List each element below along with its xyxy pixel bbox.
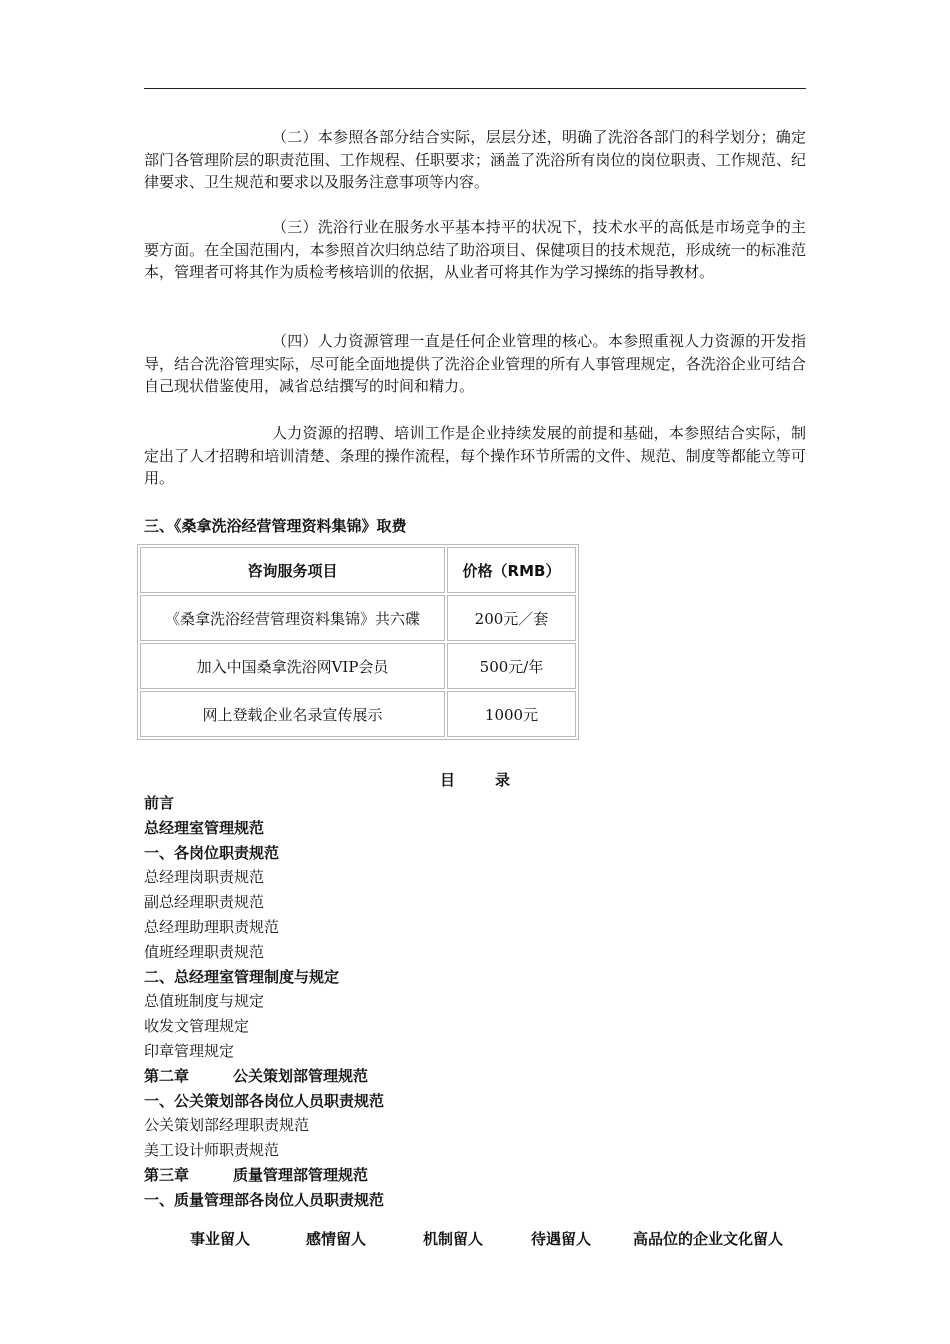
toc-item xyxy=(144,1113,384,1138)
toc-item-text: 一、质量管理部各岗位人员职责规范 xyxy=(144,1190,385,1209)
toc-item xyxy=(144,940,384,965)
toc-item-text: 一、公关策划部各岗位人员职责规范 xyxy=(144,1091,385,1110)
service-item: 网上登载企业名录宣传展示 xyxy=(140,691,445,737)
paragraph-4: （四）人力资源管理一直是任何企业管理的核心。本参照重视人力资源的开发指导，结合洗浴管理实际，尽可能全面地提供了洗浴企业管理的所有人事管理规定，各洗浴企业可结合自己现状借鉴使用，减省总结撰写的时间和精力。 xyxy=(144,332,806,395)
toc-item xyxy=(144,791,384,816)
toc-item xyxy=(144,989,384,1014)
toc-item-text: 一、各岗位职责规范 xyxy=(144,843,280,862)
toc-item-text: 总经理室管理规范 xyxy=(144,818,265,837)
header-service-item: 咨询服务项目 xyxy=(140,547,445,593)
toc-item-text: 二、总经理室管理制度与规定 xyxy=(144,967,340,986)
toc-item-text: 值班经理职责规范 xyxy=(144,942,265,961)
footer-slogans xyxy=(0,1228,950,1252)
table-row xyxy=(140,595,576,641)
toc-item xyxy=(144,1014,384,1039)
fee-table xyxy=(137,544,579,740)
toc-item-text: 总经理助理职责规范 xyxy=(144,917,280,936)
toc-item xyxy=(144,865,384,890)
toc-item xyxy=(144,915,384,940)
service-item: 加入中国桑拿洗浴网VIP会员 xyxy=(140,643,445,689)
toc-title-char: 录 xyxy=(495,771,511,789)
footer-slogan: 感情留人 xyxy=(306,1230,367,1248)
fee-table-header xyxy=(140,547,576,593)
service-price: 1000元 xyxy=(447,691,576,737)
toc-item-text: 公关策划部管理规范 xyxy=(233,1066,369,1085)
toc-item-text: 印章管理规定 xyxy=(144,1041,235,1060)
footer-slogan: 高品位的企业文化留人 xyxy=(633,1230,784,1248)
toc-title-char: 目 xyxy=(440,771,456,789)
toc-item-text: 收发文管理规定 xyxy=(144,1017,250,1036)
toc-item-text: 副总经理职责规范 xyxy=(144,893,265,912)
service-price: 200元／套 xyxy=(447,595,576,641)
header-price: 价格（RMB） xyxy=(447,547,576,593)
toc-item xyxy=(144,1089,384,1114)
toc-item xyxy=(144,841,384,866)
toc-chapter-number: 第三章 xyxy=(144,1165,190,1184)
toc-item xyxy=(144,1188,384,1213)
toc-item xyxy=(144,890,384,915)
toc-chapter-number: 第二章 xyxy=(144,1066,190,1085)
toc-item xyxy=(144,1138,384,1163)
table-row xyxy=(140,691,576,737)
fee-heading: 三、《桑拿洗浴经营管理资料集锦》取费 xyxy=(144,517,407,535)
toc-item xyxy=(144,1163,384,1188)
footer-slogan: 机制留人 xyxy=(423,1230,484,1248)
toc-item-text: 公关策划部经理职责规范 xyxy=(144,1116,310,1135)
toc-item xyxy=(144,965,384,990)
toc-item-text: 质量管理部管理规范 xyxy=(233,1165,369,1184)
table-of-contents xyxy=(144,791,384,1213)
toc-item xyxy=(144,1039,384,1064)
paragraph-hr: 人力资源的招聘、培训工作是企业持续发展的前提和基础，本参照结合实际，制定出了人才招聘和培训清楚、条理的操作流程，每个操作环节所需的文件、规范、制度等都能立等可用。 xyxy=(144,424,806,487)
paragraph-2: （二）本参照各部分结合实际，层层分述，明确了洗浴各部门的科学划分；确定部门各管理阶层的职责范围、工作规程、任职要求；涵盖了洗浴所有岗位的岗位职责、工作规范、纪律要求、卫生规范和要求以及服务注意事项等内容。 xyxy=(144,128,806,191)
footer-slogan: 事业留人 xyxy=(190,1230,251,1248)
toc-title xyxy=(440,769,550,790)
toc-item-text: 总值班制度与规定 xyxy=(144,992,265,1011)
toc-item-text: 美工设计师职责规范 xyxy=(144,1141,280,1160)
table-row xyxy=(140,643,576,689)
toc-item xyxy=(144,1064,384,1089)
service-price: 500元/年 xyxy=(447,643,576,689)
paragraph-3: （三）洗浴行业在服务水平基本持平的状况下，技术水平的高低是市场竞争的主要方面。在全国范围内，本参照首次归纳总结了助浴项目、保健项目的技术规范，形成统一的标准范本，管理者可将其作为质检考核培训的依据，从业者可将其作为学习操练的指导教材。 xyxy=(144,218,806,281)
footer-slogan: 待遇留人 xyxy=(531,1230,592,1248)
toc-item xyxy=(144,816,384,841)
service-item: 《桑拿洗浴经营管理资料集锦》共六碟 xyxy=(140,595,445,641)
toc-item-text: 前言 xyxy=(144,794,175,812)
toc-item-text: 总经理岗职责规范 xyxy=(144,868,265,887)
header-rule xyxy=(144,88,806,89)
